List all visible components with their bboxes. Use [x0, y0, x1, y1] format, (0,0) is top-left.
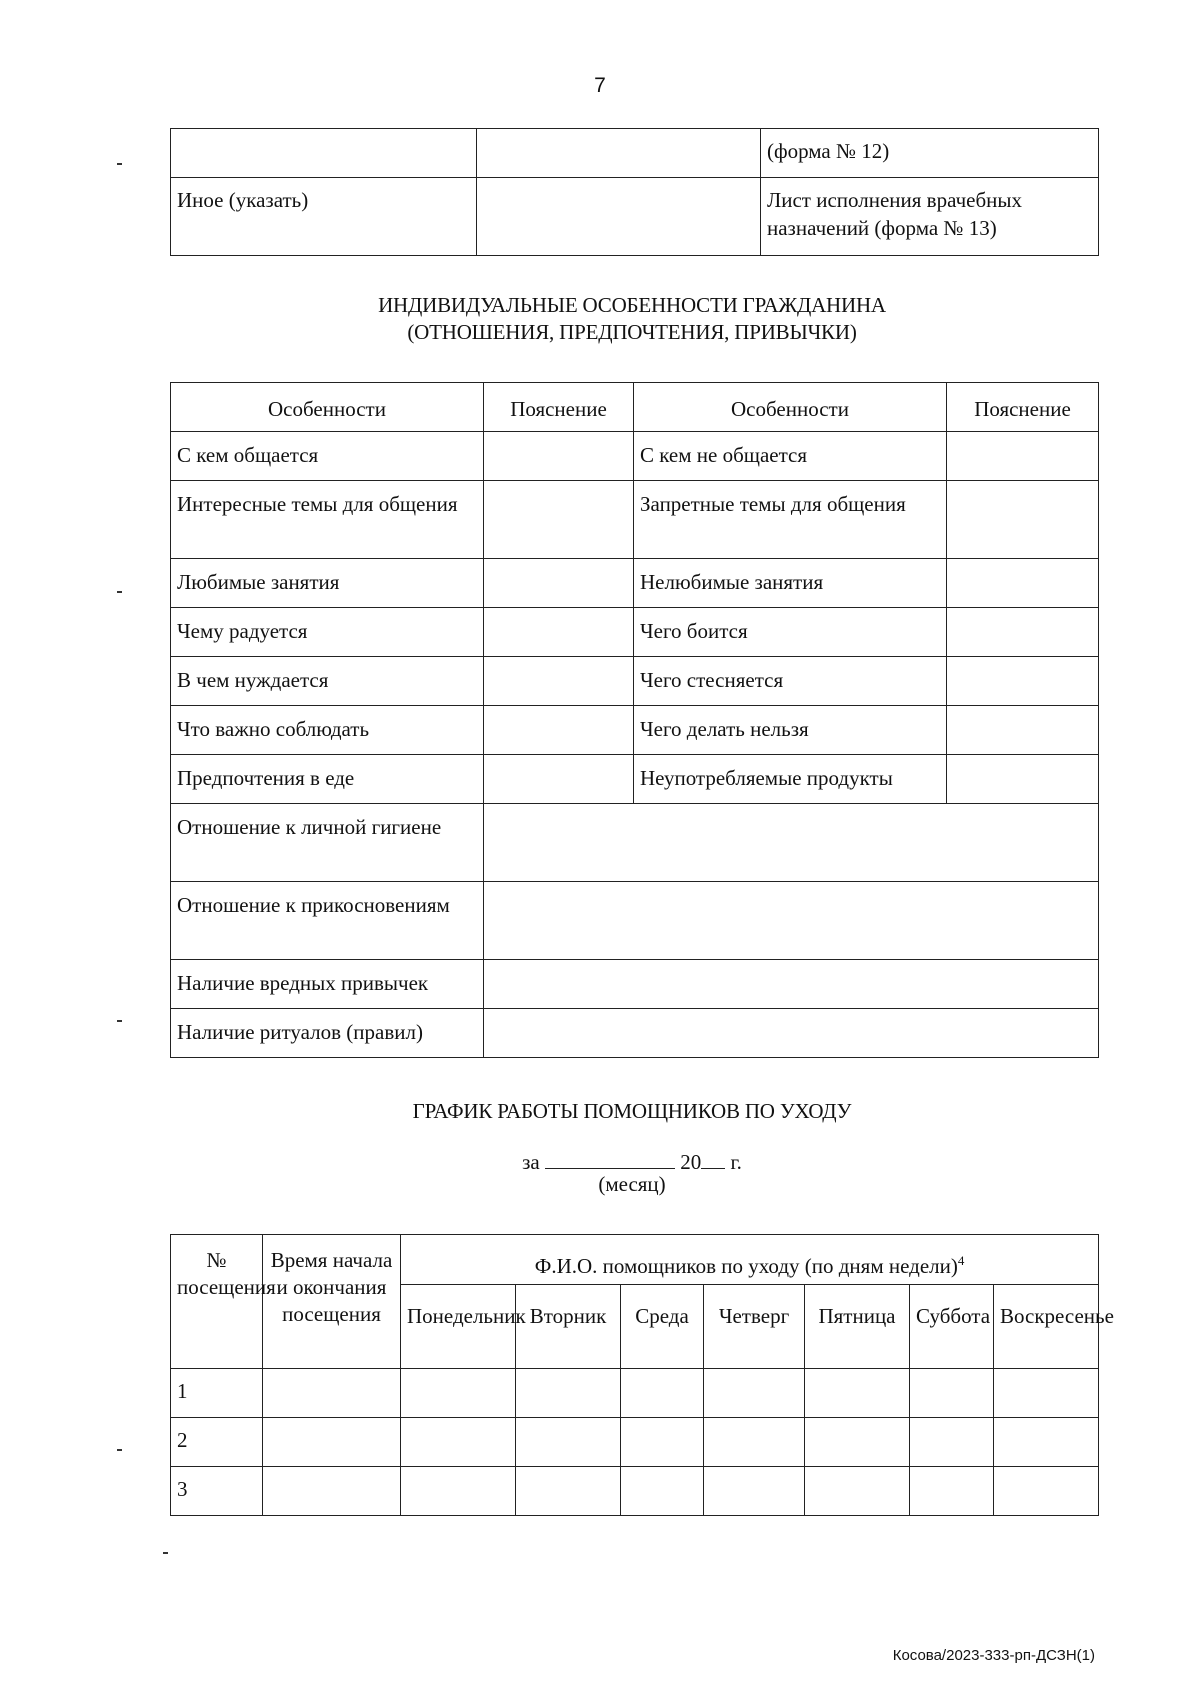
feature-label: Чего стесняется	[634, 657, 947, 706]
explanation-cell	[947, 432, 1099, 481]
column-header: Пояснение	[484, 383, 634, 432]
explanation-cell	[484, 804, 1099, 882]
table-row	[171, 432, 1099, 481]
margin-mark	[117, 163, 122, 165]
table-cell	[910, 1418, 994, 1467]
month-blank	[545, 1148, 675, 1169]
table-cell: Иное (указать)	[171, 178, 477, 256]
explanation-cell	[947, 657, 1099, 706]
day-header: Понедельник	[401, 1285, 516, 1369]
day-header: Среда	[621, 1285, 704, 1369]
table-row	[171, 960, 1099, 1009]
explanation-cell	[484, 755, 634, 804]
column-header: Особенности	[634, 383, 947, 432]
table-cell	[263, 1418, 401, 1467]
table-cell	[477, 129, 761, 178]
table-row	[171, 1369, 1099, 1418]
explanation-cell	[484, 481, 634, 559]
feature-label: Предпочтения в еде	[171, 755, 484, 804]
feature-label: Интересные темы для общения	[171, 481, 484, 559]
table-cell	[401, 1467, 516, 1516]
table-row	[171, 608, 1099, 657]
table-cell: (форма № 12)	[761, 129, 1099, 178]
visit-number: 3	[171, 1467, 263, 1516]
column-header-time: Время начала и окончания посещения	[263, 1235, 401, 1369]
footnote-marker: 4	[957, 1253, 965, 1268]
feature-label: С кем общается	[171, 432, 484, 481]
document-code: Косова/2023-333-рп-ДСЗН(1)	[892, 1647, 1095, 1664]
feature-label: Запретные темы для общения	[634, 481, 947, 559]
table-cell	[171, 129, 477, 178]
table-cell	[805, 1467, 910, 1516]
table-cell	[516, 1369, 621, 1418]
feature-label: Отношение к прикосновениям	[171, 882, 484, 960]
table-row	[171, 804, 1099, 882]
table-cell	[704, 1369, 805, 1418]
table-cell	[516, 1418, 621, 1467]
visit-number: 1	[171, 1369, 263, 1418]
month-caption: (месяц)	[598, 1172, 666, 1196]
margin-mark	[117, 1020, 122, 1022]
schedule-table	[170, 1234, 1114, 1516]
features-title-line2: (ОТНОШЕНИЯ, ПРЕДПОЧТЕНИЯ, ПРИВЫЧКИ)	[407, 320, 857, 344]
table-cell	[805, 1369, 910, 1418]
visit-number: 2	[171, 1418, 263, 1467]
explanation-cell	[484, 960, 1099, 1009]
feature-label: С кем не общается	[634, 432, 947, 481]
explanation-cell	[947, 706, 1099, 755]
table-cell	[263, 1369, 401, 1418]
feature-label: Чего боится	[634, 608, 947, 657]
table-cell	[263, 1467, 401, 1516]
column-header-assistants	[401, 1235, 1099, 1285]
table-cell	[910, 1369, 994, 1418]
explanation-cell	[947, 481, 1099, 559]
year-blank	[701, 1148, 725, 1169]
margin-mark	[117, 1449, 122, 1451]
features-table	[170, 382, 1099, 1058]
table-row	[171, 755, 1099, 804]
table-cell	[516, 1467, 621, 1516]
table-row	[171, 1418, 1099, 1467]
explanation-cell	[484, 1009, 1099, 1058]
period-suffix: г.	[730, 1150, 742, 1174]
schedule-period	[0, 1148, 1200, 1175]
table-row	[171, 657, 1099, 706]
period-prefix: за	[522, 1150, 540, 1174]
table-cell	[477, 178, 761, 256]
table-row	[171, 882, 1099, 960]
margin-mark	[163, 1552, 168, 1554]
explanation-cell	[484, 882, 1099, 960]
table-cell	[621, 1418, 704, 1467]
table-row	[171, 481, 1099, 559]
column-header: Пояснение	[947, 383, 1099, 432]
explanation-cell	[947, 559, 1099, 608]
feature-label: Чего делать нельзя	[634, 706, 947, 755]
day-header: Пятница	[805, 1285, 910, 1369]
margin-mark	[117, 591, 122, 593]
table-cell	[704, 1467, 805, 1516]
table-cell	[621, 1467, 704, 1516]
table-cell	[994, 1369, 1099, 1418]
feature-label: Что важно соблюдать	[171, 706, 484, 755]
table-cell	[994, 1467, 1099, 1516]
feature-label: В чем нуждается	[171, 657, 484, 706]
day-header: Воскресенье	[994, 1285, 1099, 1369]
table-cell	[704, 1418, 805, 1467]
table-cell	[910, 1467, 994, 1516]
table-row	[171, 178, 1099, 256]
day-header: Четверг	[704, 1285, 805, 1369]
feature-label: Неупотребляемые продукты	[634, 755, 947, 804]
forms-table	[170, 128, 1099, 256]
table-header-row	[171, 383, 1099, 432]
explanation-cell	[947, 608, 1099, 657]
table-cell: Лист исполнения врачебных назначений (форма № 13)	[761, 178, 1099, 256]
table-cell	[401, 1369, 516, 1418]
feature-label: Нелюбимые занятия	[634, 559, 947, 608]
explanation-cell	[947, 755, 1099, 804]
table-row	[171, 706, 1099, 755]
column-header: Особенности	[171, 383, 484, 432]
table-cell	[401, 1418, 516, 1467]
table-cell	[805, 1418, 910, 1467]
features-title-line1: ИНДИВИДУАЛЬНЫЕ ОСОБЕННОСТИ ГРАЖДАНИНА	[378, 293, 886, 317]
explanation-cell	[484, 608, 634, 657]
explanation-cell	[484, 559, 634, 608]
explanation-cell	[484, 432, 634, 481]
feature-label: Наличие ритуалов (правил)	[171, 1009, 484, 1058]
day-header: Суббота	[910, 1285, 994, 1369]
page-number: 7	[594, 74, 606, 97]
day-header: Вторник	[516, 1285, 621, 1369]
table-header-row	[171, 1235, 1099, 1285]
feature-label: Наличие вредных привычек	[171, 960, 484, 1009]
table-cell	[994, 1418, 1099, 1467]
feature-label: Отношение к личной гигиене	[171, 804, 484, 882]
explanation-cell	[484, 706, 634, 755]
assistants-header-text: Ф.И.О. помощников по уходу (по дням недели)	[534, 1254, 958, 1278]
table-row	[171, 559, 1099, 608]
schedule-title: ГРАФИК РАБОТЫ ПОМОЩНИКОВ ПО УХОДУ	[412, 1099, 852, 1123]
explanation-cell	[484, 657, 634, 706]
table-cell	[621, 1369, 704, 1418]
table-row	[171, 129, 1099, 178]
column-header-number: № посещения	[171, 1235, 263, 1369]
feature-label: Чему радуется	[171, 608, 484, 657]
feature-label: Любимые занятия	[171, 559, 484, 608]
table-row	[171, 1009, 1099, 1058]
table-row	[171, 1467, 1099, 1516]
period-year: 20	[680, 1150, 702, 1174]
